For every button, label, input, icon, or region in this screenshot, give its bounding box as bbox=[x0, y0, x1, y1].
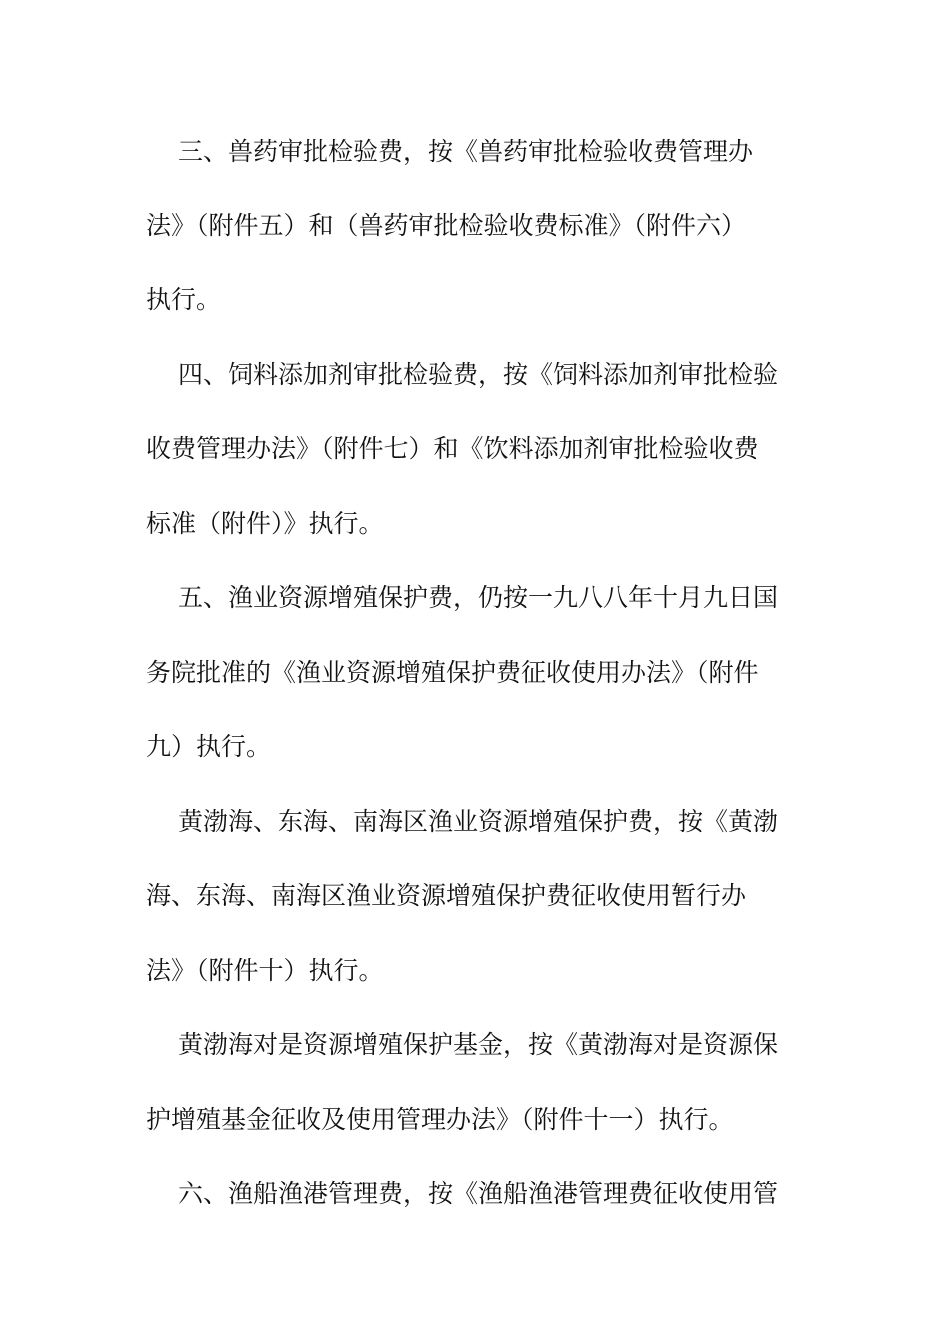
paragraph-4-line-2: 收费管理办法》（附件七）和《饮料添加剂审批检验收费 bbox=[146, 434, 759, 463]
paragraph-3-line-3: 执行。 bbox=[146, 285, 222, 314]
paragraph-4-line-3: 标准（附件）》执行。 bbox=[146, 509, 384, 538]
paragraph-5-line-2: 务院批准的《渔业资源增殖保护费征收使用办法》（附件 bbox=[146, 658, 759, 687]
paragraph-huangbo-line-1: 黄渤海、东海、南海区渔业资源增殖保护费，按《黄渤 bbox=[178, 807, 779, 836]
paragraph-5-line-1: 五、渔业资源增殖保护费，仍按一九八八年十月九日国 bbox=[178, 583, 779, 612]
paragraph-3-line-2: 法》（附件五）和（兽药审批检验收费标准》（附件六） bbox=[146, 211, 747, 240]
paragraph-huangbo-line-2: 海、东海、南海区渔业资源增殖保护费征收使用暂行办 bbox=[146, 881, 747, 910]
paragraph-5-line-3: 九）执行。 bbox=[146, 732, 272, 761]
paragraph-fund-line-1: 黄渤海对是资源增殖保护基金，按《黄渤海对是资源保 bbox=[178, 1030, 779, 1059]
paragraph-huangbo-line-3: 法》（附件十）执行。 bbox=[146, 956, 384, 985]
paragraph-4-line-1: 四、饲料添加剂审批检验费，按《饲料添加剂审批检验 bbox=[178, 360, 779, 389]
paragraph-3-line-1: 三、兽药审批检验费，按《兽药审批检验收费管理办 bbox=[178, 137, 754, 166]
paragraph-6-line-1: 六、渔船渔港管理费，按《渔船渔港管理费征收使用管 bbox=[178, 1179, 779, 1208]
paragraph-fund-line-2: 护增殖基金征收及使用管理办法》（附件十一）执行。 bbox=[146, 1105, 734, 1134]
